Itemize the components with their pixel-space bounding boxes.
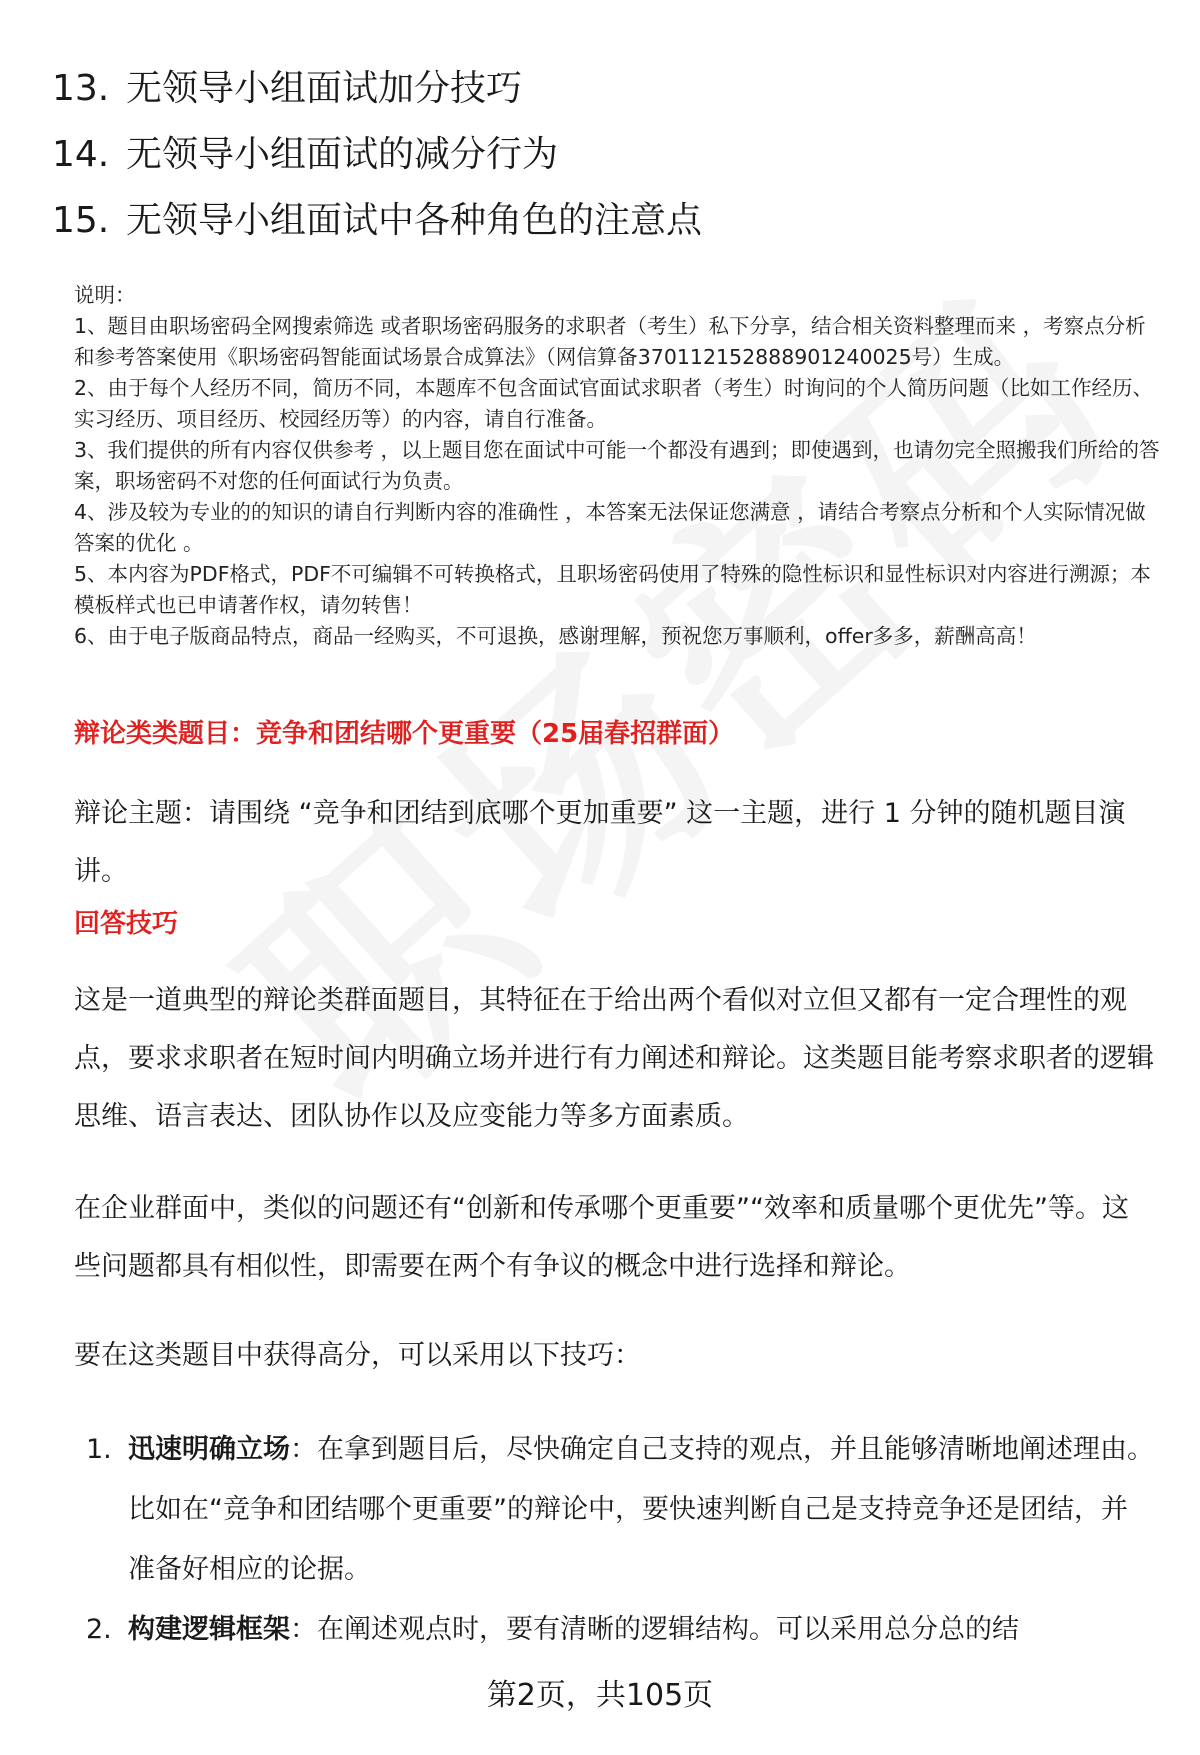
paragraph: 要在这类题目中获得高分，可以采用以下技巧： [74,1340,641,1371]
notes-item: 4、涉及较为专业的的知识的请自行判断内容的准确性 ，本答案无法保证您满意 ，请结合考察点分析和个人实际情况做答案的优化 。 [74,500,1146,555]
list-item [74,1600,1154,1660]
toc-item-number: 13. [52,68,110,109]
list-item-title: 构建逻辑框架 [128,1614,290,1645]
notes-section [74,280,1164,652]
notes-item: 6、由于电子版商品特点，商品一经购买，不可退换，感谢理解，预祝您万事顺利，offer多多，薪酬高高！ [74,624,1037,648]
notes-item: 2、由于每个人经历不同，简历不同，本题库不包含面试官面试求职者（考生）时询问的个人简历问题（比如工作经历、实习经历、项目经历、校园经历等）的内容，请自行准备。 [74,376,1154,431]
list-item-number: 2. [86,1614,112,1645]
toc-item-text: 无领导小组面试加分技巧 [126,68,523,109]
toc-item [52,188,702,254]
toc-item-text: 无领导小组面试中各种角色的注意点 [126,200,703,241]
toc-item [52,122,702,188]
list-item-text: ：在阐述观点时，要有清晰的逻辑结构。可以采用总分总的结 [290,1614,1019,1645]
list-item-text: ：在拿到题目后，尽快确定自己支持的观点，并且能够清晰地阐述理由。比如在“竞争和团结哪个更重要”的辩论中，要快速判断自己是支持竞争还是团结，并准备好相应的论据。 [128,1434,1154,1585]
list-item-number: 1. [86,1434,112,1465]
toc-list [52,56,702,254]
paragraph: 在企业群面中，类似的问题还有“创新和传承哪个更重要”“效率和质量哪个更优先”等。这些问题都具有相似性，即需要在两个有争议的概念中进行选择和辩论。 [74,1193,1129,1282]
debate-topic: 辩论主题：请围绕 “竞争和团结到底哪个更加重要” 这一主题，进行 1 分钟的随机题目演讲。 [74,798,1126,887]
notes-title: 说明： [74,283,136,307]
toc-item-text: 无领导小组面试的减分行为 [126,134,559,175]
list-item-title: 迅速明确立场 [128,1434,290,1465]
toc-item-number: 15. [52,200,110,241]
list-item [74,1420,1154,1600]
page-footer: 第2页，共105页 [486,1678,714,1713]
toc-item-number: 14. [52,134,110,175]
toc-item [52,56,702,122]
tips-heading: 回答技巧 [74,909,179,939]
notes-item: 5、本内容为PDF格式，PDF不可编辑不可转换格式，且职场密码使用了特殊的隐性标识和显性标识对内容进行溯源；本模板样式也已申请著作权，请勿转售！ [74,562,1151,617]
notes-item: 3、我们提供的所有内容仅供参考 ，以上题目您在面试中可能一个都没有遇到；即使遇到，也请勿完全照搬我们所给的答案，职场密码不对您的任何面试行为负责。 [74,438,1160,493]
paragraph: 这是一道典型的辩论类群面题目，其特征在于给出两个看似对立但又都有一定合理性的观点，要求求职者在短时间内明确立场并进行有力阐述和辩论。这类题目能考察求职者的逻辑思维、语言表达、团队协作以及应变能力等多方面素质。 [74,985,1154,1132]
question-heading: 辩论类类题目：竞争和团结哪个更重要（25届春招群面） [74,719,735,749]
tips-list [74,1420,1154,1660]
notes-item: 1、题目由职场密码全网搜索筛选 或者职场密码服务的求职者（考生）私下分享，结合相关资料整理而来 ，考察点分析和参考答案使用《职场密码智能面试场景合成算法》（网信算备370112152888901240025号）生成。 [74,314,1146,369]
